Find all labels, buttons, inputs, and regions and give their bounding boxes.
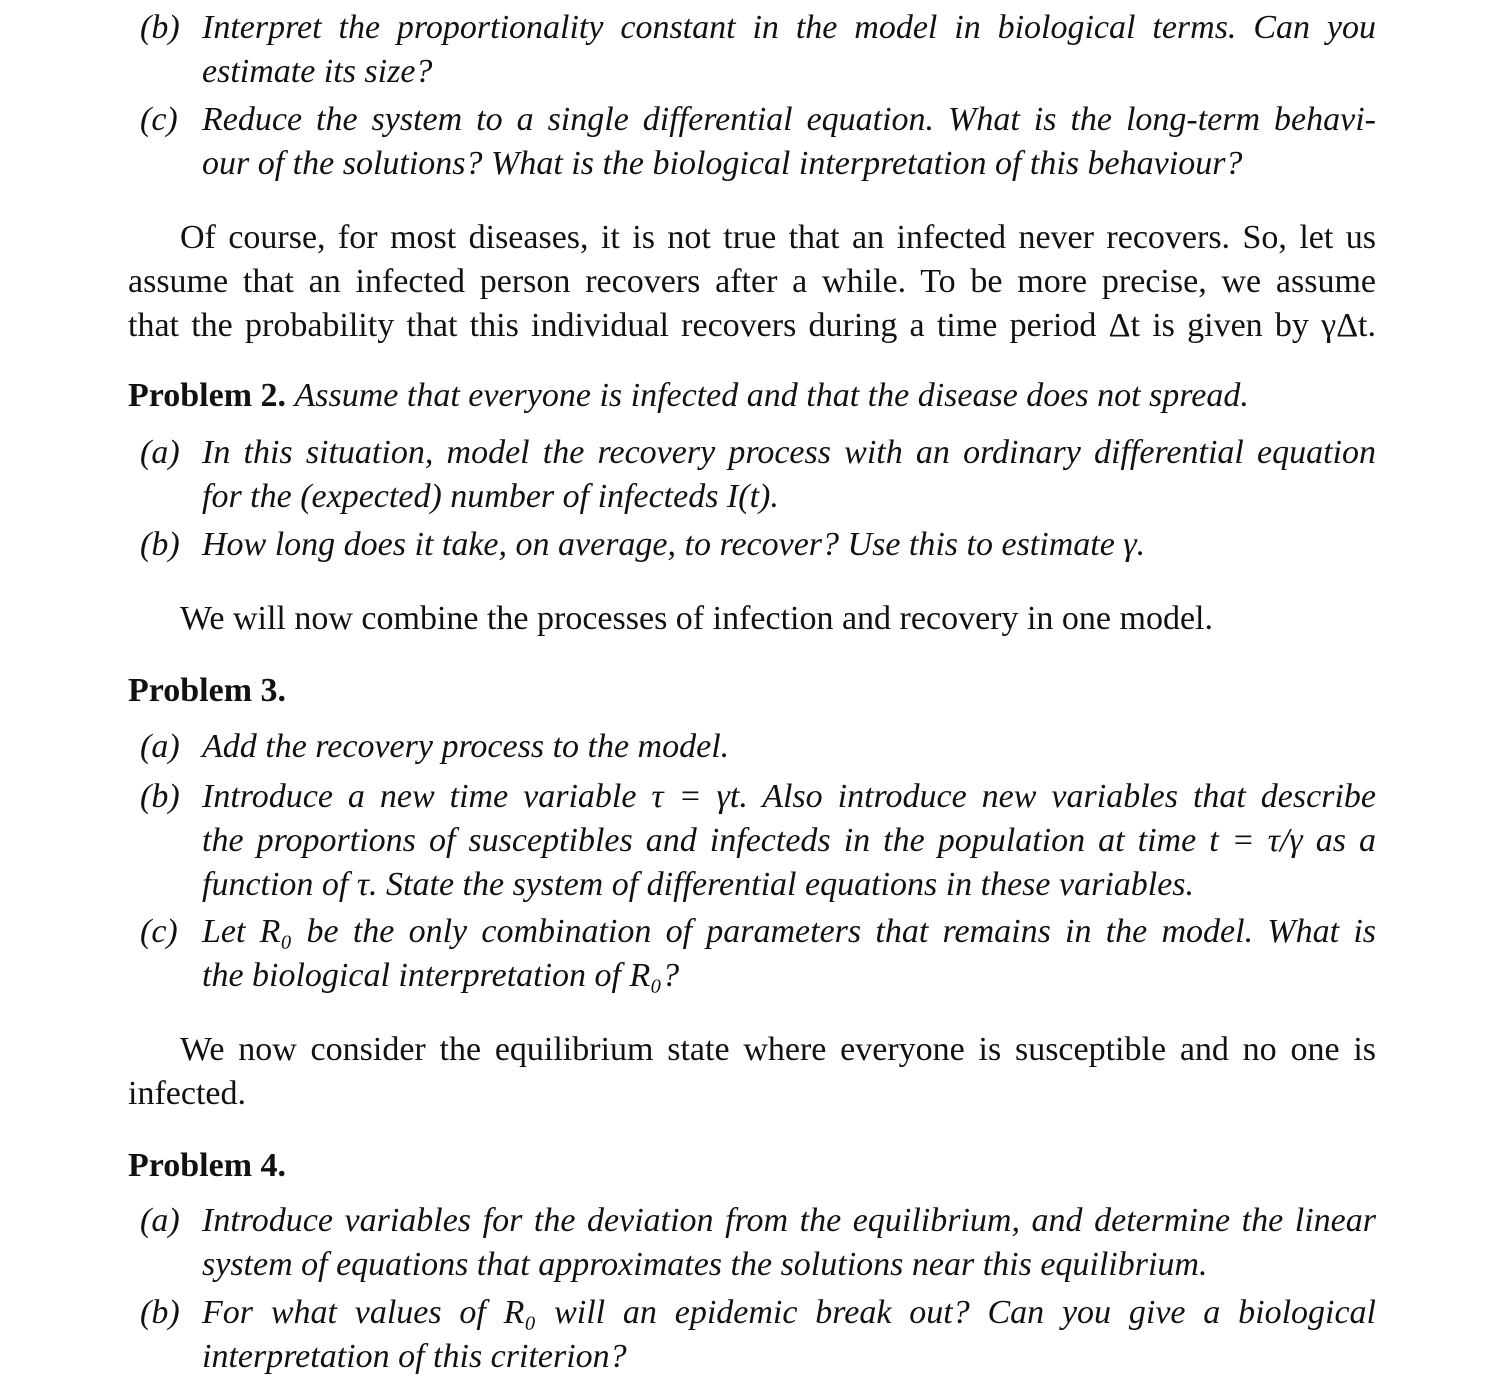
item-label: (a) [140, 1202, 180, 1239]
item-text-line: Interpret the proportionality constant in the model in biological terms. Can you [202, 9, 1376, 46]
item-text-line: estimate its size? [202, 53, 433, 90]
item-label: (b) [140, 526, 180, 563]
paragraph-line: that the probability that this individual recovers during a time period Δt is given by γΔt. [128, 307, 1376, 344]
item-text-line: Introduce a new time variable τ = γt. Also introduce new variables that describe [202, 778, 1376, 815]
item-label: (b) [140, 9, 180, 46]
paragraph-line: infected. [128, 1075, 246, 1112]
item-label: (b) [140, 1294, 180, 1331]
problem2-heading-line [128, 374, 1376, 418]
item-text-line: In this situation, model the recovery process with an ordinary differential equation [202, 434, 1376, 471]
item-text-line: system of equations that approximates the solutions near this equilibrium. [202, 1246, 1208, 1283]
item-text-line: interpretation of this criterion? [202, 1338, 627, 1375]
item-text-line: our of the solutions? What is the biological interpretation of this behaviour? [202, 145, 1243, 182]
item-text-line: Introduce variables for the deviation from the equilibrium, and determine the linear [202, 1202, 1376, 1239]
problem-heading: Problem 4. [128, 1147, 287, 1184]
item-text-line: the proportions of susceptibles and infecteds in the population at time t = τ/γ as a [202, 822, 1376, 859]
problem-heading: Problem 2. [128, 377, 287, 414]
item-text-line: Let R₀ be the only combination of parameters that remains in the model. What is [202, 913, 1376, 950]
item-label: (c) [140, 913, 178, 950]
item-text-line: for the (expected) number of infecteds I(t). [202, 478, 779, 515]
item-text-line: For what values of R₀ will an epidemic break out? Can you give a biological [202, 1294, 1376, 1331]
paragraph-line: We now consider the equilibrium state where everyone is susceptible and no one is [180, 1031, 1376, 1068]
item-label: (a) [140, 728, 180, 765]
item-label: (c) [140, 101, 178, 138]
problem3-heading-line [128, 669, 1376, 713]
problem4-heading-line [128, 1144, 1376, 1188]
item-text-line: How long does it take, on average, to recover? Use this to estimate γ. [202, 526, 1146, 563]
paragraph-equilibrium [128, 1028, 1376, 1116]
paragraph-line: We will now combine the processes of infection and recovery in one model. [180, 600, 1213, 637]
item-text-line: the biological interpretation of R₀? [202, 957, 680, 994]
paragraph-combine [128, 597, 1376, 641]
problem-statement: Assume that everyone is infected and that the disease does not spread. [294, 377, 1249, 414]
item-label: (a) [140, 434, 180, 471]
problem-heading: Problem 3. [128, 672, 287, 709]
item-text-line: Add the recovery process to the model. [202, 728, 730, 765]
paragraph-line: assume that an infected person recovers after a while. To be more precise, we assume [128, 263, 1376, 300]
item-text-line: function of τ. State the system of differential equations in these variables. [202, 866, 1195, 903]
paragraph-line: Of course, for most diseases, it is not true that an infected never recovers. So, let us [180, 219, 1376, 256]
paragraph-recovery [128, 216, 1376, 348]
item-text-line: Reduce the system to a single differential equation. What is the long-term behavi- [202, 101, 1376, 138]
item-label: (b) [140, 778, 180, 815]
